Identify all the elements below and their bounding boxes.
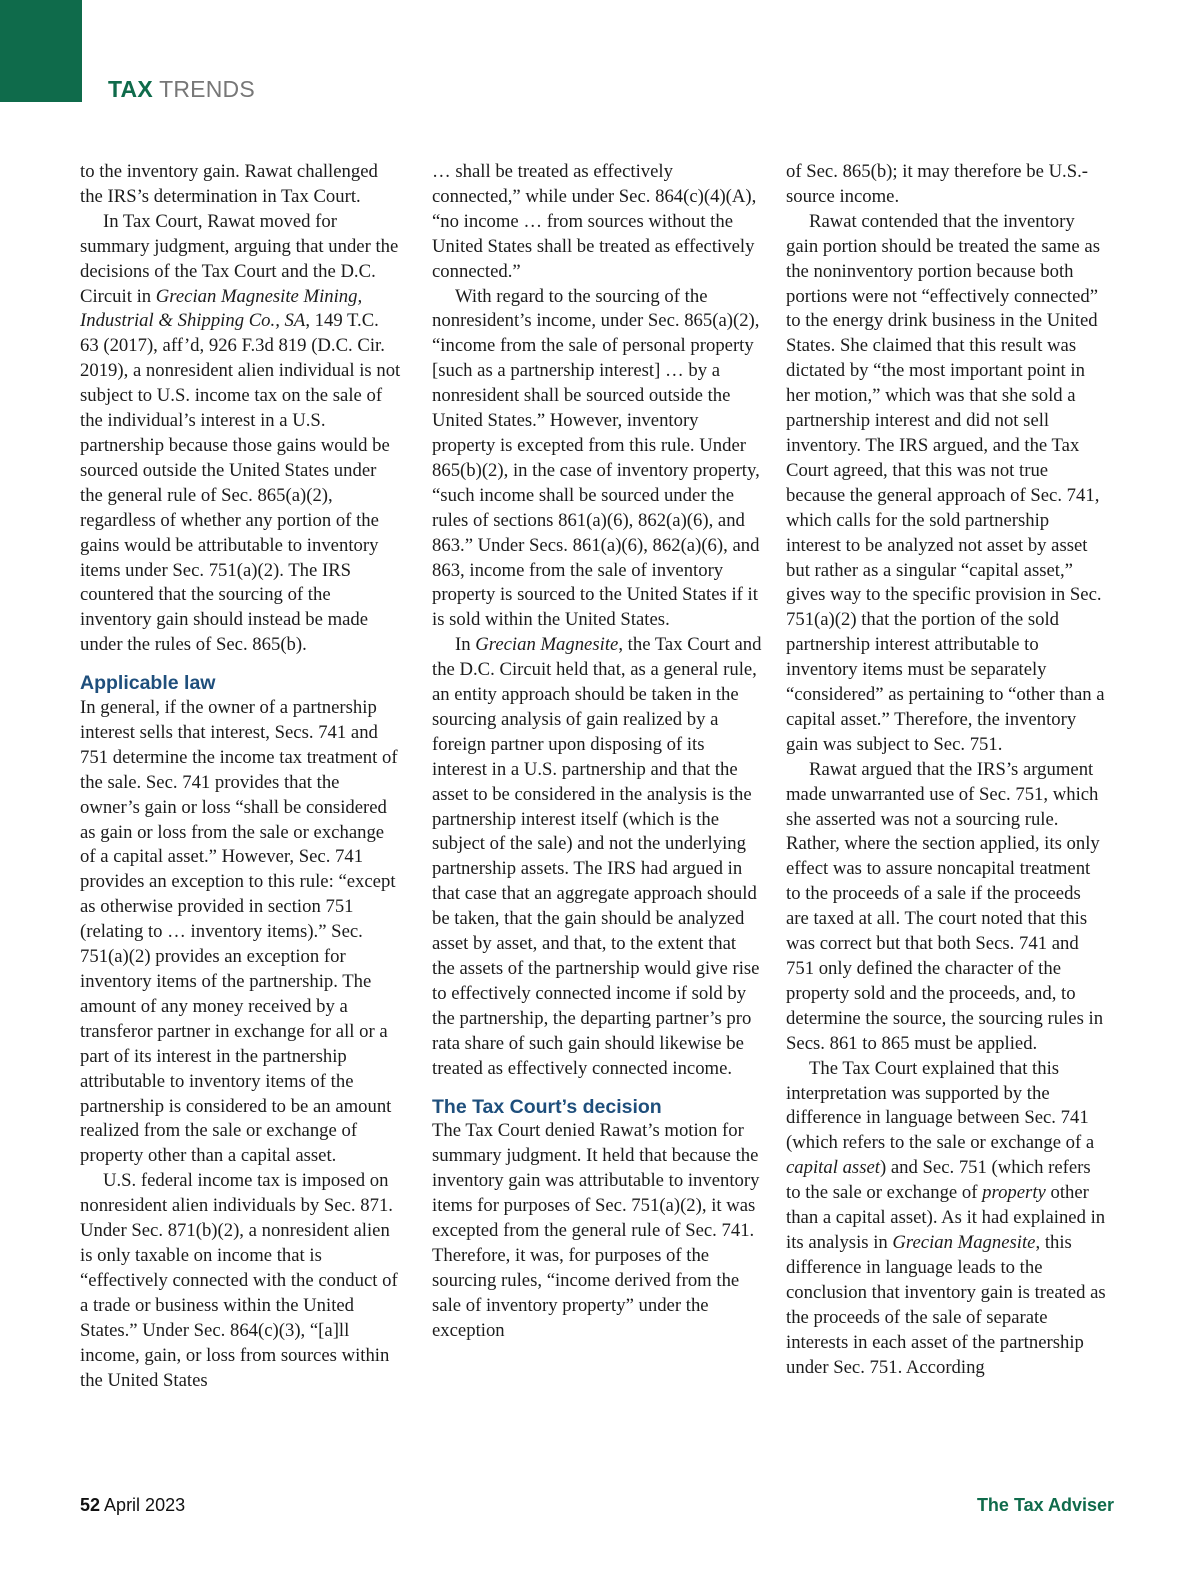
italic-term: property: [982, 1182, 1046, 1204]
text-run: , the Tax Court and the D.C. Circuit held that, as a general rule, an entity approach should be taken in the sourcing analysis of gain realized by a foreign partner upon disposing of its interest in a U.S. partnership and that the asset to be considered in the analysis is the partnership interest itself (which is the subject of the sale) and not the underlying partnership assets. The IRS had argued in that case that an aggregate approach should be taken, that the gain should be analyzed asset by asset, and that, to the extent that the assets of the partnership would give rise to effectively connected income if sold by the partnership, the departing partner’s pro rata share of such gain should likewise be treated as effectively connected income.: [432, 634, 762, 1079]
text-run: , 149 T.C. 63 (2017), aff’d, 926 F.3d 819 (D.C. Cir. 2019), a nonresident alien individual is not subject to U.S. income tax on the sale of the individual’s interest in a U.S. partnership because those gains would be sourced outside the United States under the general rule of Sec. 865(a)(2), regardless of whether any portion of the gains would be attributable to inventory items under Sec. 751(a)(2). The IRS countered that the sourcing of the inventory gain should instead be made under the rules of Sec. 865(b).: [80, 310, 401, 656]
paragraph: … shall be treated as effectively connected,” while under Sec. 864(c)(4)(A), “no income … from sources without the United States shall be treated as effectively connected.”: [432, 161, 757, 282]
paragraph: to the inventory gain. Rawat challenged the IRS’s determination in Tax Court.: [80, 161, 378, 207]
issue-date: April 2023: [104, 1495, 186, 1515]
text-run: The Tax Court explained that this interpretation was supported by the difference in language between Sec. 741 (which refers to the sale or exchange of a: [786, 1057, 1095, 1154]
case-name: Grecian Magnesite Mining, Industrial & Shipping Co., SA: [80, 285, 363, 332]
column-1: [80, 160, 402, 1393]
paragraph: With regard to the sourcing of the nonresident’s income, under Sec. 865(a)(2), “income from the sale of personal property [such as a partnership interest] … by a nonresident shall be sourced outside the United States.” However, inventory property is excepted from this rule. Under 865(b)(2), in the case of inventory property, “such income shall be sourced under the rules of sections 861(a)(6), 862(a)(6), and 863.” Under Secs. 861(a)(6), 862(a)(6), and 863, income from the sale of inventory property is sourced to the United States if it is sold within the United States.: [432, 285, 760, 631]
paragraph: U.S. federal income tax is imposed on nonresident alien individuals by Sec. 871. Under Sec. 871(b)(2), a nonresident alien is only taxable on income that is “effectively connected with the conduct of a trade or business within the United States.” Under Sec. 864(c)(3), “[a]ll income, gain, or loss from sources within the United States: [80, 1170, 398, 1391]
section-title: [108, 76, 255, 103]
column-2: [432, 160, 762, 1344]
case-name: Grecian Magnesite: [892, 1231, 1036, 1253]
paragraph: [786, 1057, 1108, 1381]
section-title-bold: TAX: [108, 76, 153, 102]
paragraph: Rawat argued that the IRS’s argument made unwarranted use of Sec. 751, which she asserted was not a sourcing rule. Rather, where the section applied, its only effect was to assure noncapital treatment to the proceeds of a sale if the proceeds are taxed at all. The court noted that this was correct but that both Secs. 741 and 751 only defined the character of the property sold and the proceeds, and, to determine the source, the sourcing rules in Secs. 861 to 865 must be applied.: [786, 758, 1104, 1054]
italic-term: capital asset: [786, 1157, 880, 1179]
column-3: [786, 160, 1108, 1380]
paragraph: [432, 633, 762, 1081]
corner-accent-block: [0, 0, 82, 102]
text-run: , this difference in language leads to the conclusion that inventory gain is treated as the proceeds of the sale of separate interests in each asset of the partnership under Sec. 751. According: [786, 1231, 1106, 1378]
section-title-light: TRENDS: [159, 76, 255, 102]
text-run: other than a capital asset). As it had explained in its analysis in: [786, 1182, 1106, 1253]
paragraph: In general, if the owner of a partnership interest sells that interest, Secs. 741 and 751 determine the income tax treatment of the sale. Sec. 741 provides that the owner’s gain or loss “shall be considered as gain or loss from the sale or exchange of a capital asset.” However, Sec. 741 provides an exception to this rule: “except as otherwise provided in section 751 (relating to … inventory items).” Sec. 751(a)(2) provides an exception for inventory items of the partnership. The amount of any money received by a transferor partner in exchange for all or a part of its interest in the partnership attributable to inventory items of the partnership is considered to be an amount realized from the sale or exchange of property other than a capital asset.: [80, 697, 398, 1167]
heading-tax-court-decision: The Tax Court’s decision: [432, 1095, 662, 1118]
paragraph: [80, 210, 402, 658]
paragraph: of Sec. 865(b); it may therefore be U.S.-source income.: [786, 161, 1089, 207]
page-number: 52: [80, 1495, 101, 1515]
text-run: ) and Sec. 751 (which refers to the sale or exchange of: [786, 1157, 1091, 1204]
publication-name: The Tax Adviser: [976, 1495, 1114, 1515]
paragraph: The Tax Court denied Rawat’s motion for summary judgment. It held that because the inventory gain was attributable to inventory items for purposes of Sec. 751(a)(2), it was excepted from the general rule of Sec. 741. Therefore, it was, for purposes of the sourcing rules, “income derived from the sale of inventory property” under the exception: [432, 1120, 760, 1341]
case-name: Grecian Magnesite: [475, 634, 619, 656]
heading-applicable-law: Applicable law: [80, 672, 216, 695]
paragraph: Rawat contended that the inventory gain portion should be treated the same as the noninventory portion because both portions were not “effectively connected” to the energy drink business in the United States. She claimed that this result was dictated by “the most important point in her motion,” which was that she sold a partnership interest and did not sell inventory. The IRS argued, and the Tax Court agreed, that this was not true because the general approach of Sec. 741, which calls for the sold partnership interest to be analyzed not asset by asset but rather as a singular “capital asset,” gives way to the specific provision in Sec. 751(a)(2) that the portion of the sold partnership interest attributable to inventory items must be separately “considered” as pertaining to “other than a capital asset.” Therefore, the inventory gain was subject to Sec. 751.: [786, 210, 1105, 755]
text-run: In: [455, 634, 476, 656]
text-run: In Tax Court, Rawat moved for summary judgment, arguing that under the decisions of the Tax Court and the D.C. Circuit in: [80, 210, 399, 307]
footer-page-info: [80, 1495, 185, 1516]
